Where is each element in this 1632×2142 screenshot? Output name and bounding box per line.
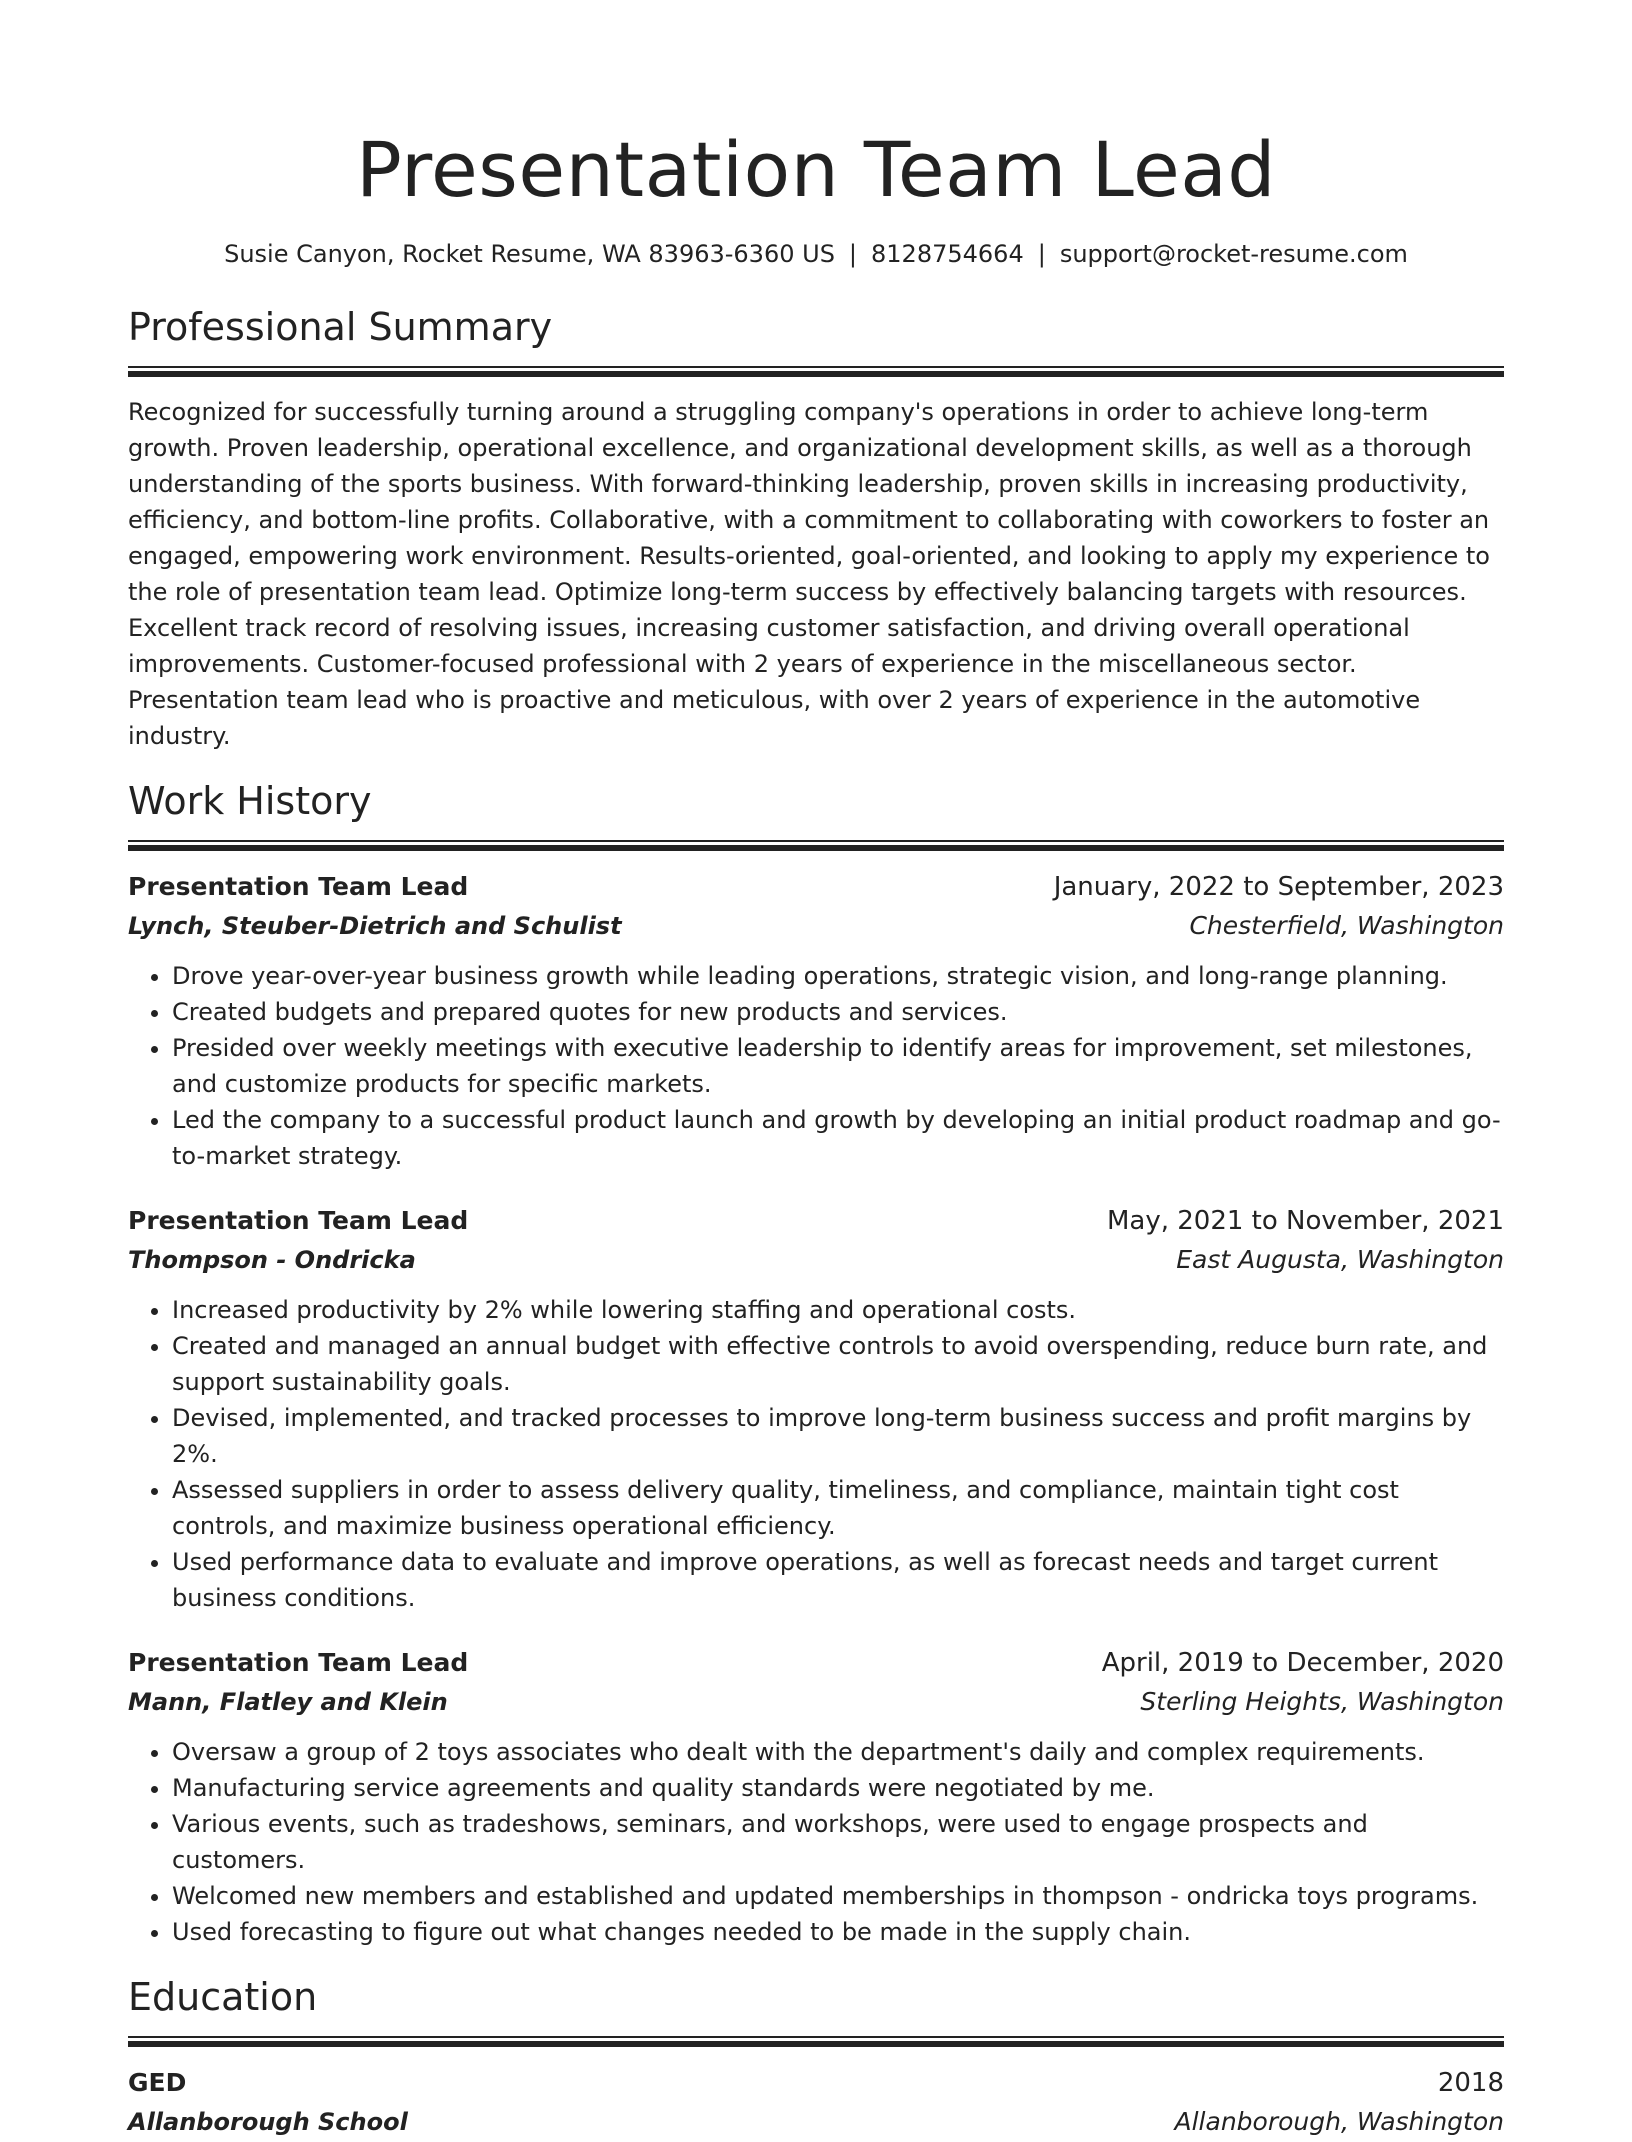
job-location: East Augusta, Washington — [1176, 1245, 1504, 1274]
job-bullet: • Drove year-over-year business growth while leading operations, strategic vision, and long-range planning. — [172, 958, 1504, 994]
job-company: Thompson - Ondricka — [128, 1246, 416, 1274]
contact-email: support@rocket-resume.com — [1059, 240, 1408, 268]
job-title: Presentation Team Lead — [128, 1206, 469, 1235]
job-bullet: • Manufacturing service agreements and quality standards were negotiated by me. — [172, 1770, 1504, 1806]
education-heading: Education — [128, 1975, 318, 2019]
work-history-heading: Work History — [128, 779, 372, 823]
education-location: Allanborough, Washington — [1174, 2107, 1504, 2136]
job-bullets — [128, 1292, 1504, 1616]
section-divider — [128, 840, 1504, 850]
job-bullet: • Created and managed an annual budget with effective controls to avoid overspending, reduce burn rate, and support sustainability goals. — [172, 1328, 1504, 1400]
job-bullets — [128, 1734, 1504, 1950]
job-location: Sterling Heights, Washington — [1140, 1687, 1504, 1716]
job-bullet: • Used performance data to evaluate and improve operations, as well as forecast needs and target current business conditions. — [172, 1544, 1504, 1616]
job-bullets — [128, 958, 1504, 1174]
summary-section — [128, 304, 1504, 754]
job-company: Mann, Flatley and Klein — [128, 1688, 448, 1716]
contact-separator: | — [848, 240, 858, 268]
education-section — [128, 1974, 1504, 2142]
job-bullet: • Led the company to a successful product launch and growth by developing an initial product roadmap and go-to-market strategy. — [172, 1102, 1504, 1174]
job-location: Chesterfield, Washington — [1189, 911, 1504, 940]
job-bullet: • Various events, such as tradeshows, seminars, and workshops, were used to engage prospects and customers. — [172, 1806, 1504, 1878]
job-bullet: • Used forecasting to figure out what changes needed to be made in the supply chain. — [172, 1914, 1504, 1950]
job-bullet: • Created budgets and prepared quotes for new products and services. — [172, 994, 1504, 1030]
contact-phone: 8128754664 — [871, 240, 1024, 268]
job-bullet: • Increased productivity by 2% while lowering staffing and operational costs. — [172, 1292, 1504, 1328]
education-entry — [128, 2064, 1504, 2142]
summary-heading: Professional Summary — [128, 305, 553, 349]
job-dates: January, 2022 to September, 2023 — [1053, 872, 1504, 902]
summary-text: Recognized for successfully turning around a struggling company's operations in order to achieve long-term growth. Proven leadership, operational excellence, and organizational development skills, as well as a thorough understanding of the sports business. With forward-thinking leadership, proven skills in increasing productivity, efficiency, and bottom-line profits. Collaborative, with a commitment to collaborating with coworkers to foster an engaged, empowering work environment. Results-oriented, goal-oriented, and looking to apply my experience to the role of presentation team lead. Optimize long-term success by effectively balancing targets with resources. Excellent track record of resolving issues, increasing customer satisfaction, and driving overall operational improvements. Customer-focused professional with 2 years of experience in the miscellaneous sector. Presentation team lead who is proactive and meticulous, with over 2 years of experience in the automotive industry. — [128, 398, 1490, 750]
contact-address: Susie Canyon, Rocket Resume, WA 83963-6360 US — [224, 240, 835, 268]
contact-separator: | — [1037, 240, 1046, 268]
job-dates: May, 2021 to November, 2021 — [1106, 1206, 1504, 1236]
resume-name: Presentation Team Lead — [355, 125, 1277, 214]
job-entry — [128, 1202, 1504, 1616]
job-dates: April, 2019 to December, 2020 — [1101, 1648, 1504, 1678]
education-school: Allanborough School — [128, 2108, 408, 2136]
education-degree: GED — [128, 2068, 187, 2097]
job-bullet: • Assessed suppliers in order to assess delivery quality, timeliness, and compliance, maintain tight cost controls, and maximize business operational efficiency. — [172, 1472, 1504, 1544]
section-divider — [128, 366, 1504, 376]
job-entry — [128, 1644, 1504, 1950]
resume-page — [128, 0, 1504, 2142]
work-history-section — [128, 778, 1504, 1950]
job-bullet: • Oversaw a group of 2 toys associates who dealt with the department's daily and complex requirements. — [172, 1734, 1504, 1770]
job-entry — [128, 868, 1504, 1174]
job-bullet: • Welcomed new members and established and updated memberships in thompson - ondricka toys programs. — [172, 1878, 1504, 1914]
section-divider — [128, 2036, 1504, 2046]
contact-line — [128, 238, 1504, 270]
job-bullet: • Presided over weekly meetings with executive leadership to identify areas for improvement, set milestones, and customize products for specific markets. — [172, 1030, 1504, 1102]
job-company: Lynch, Steuber-Dietrich and Schulist — [128, 912, 622, 940]
job-bullet: • Devised, implemented, and tracked processes to improve long-term business success and profit margins by 2%. — [172, 1400, 1504, 1472]
job-title: Presentation Team Lead — [128, 1648, 469, 1677]
education-year: 2018 — [1437, 2068, 1504, 2098]
job-title: Presentation Team Lead — [128, 872, 469, 901]
